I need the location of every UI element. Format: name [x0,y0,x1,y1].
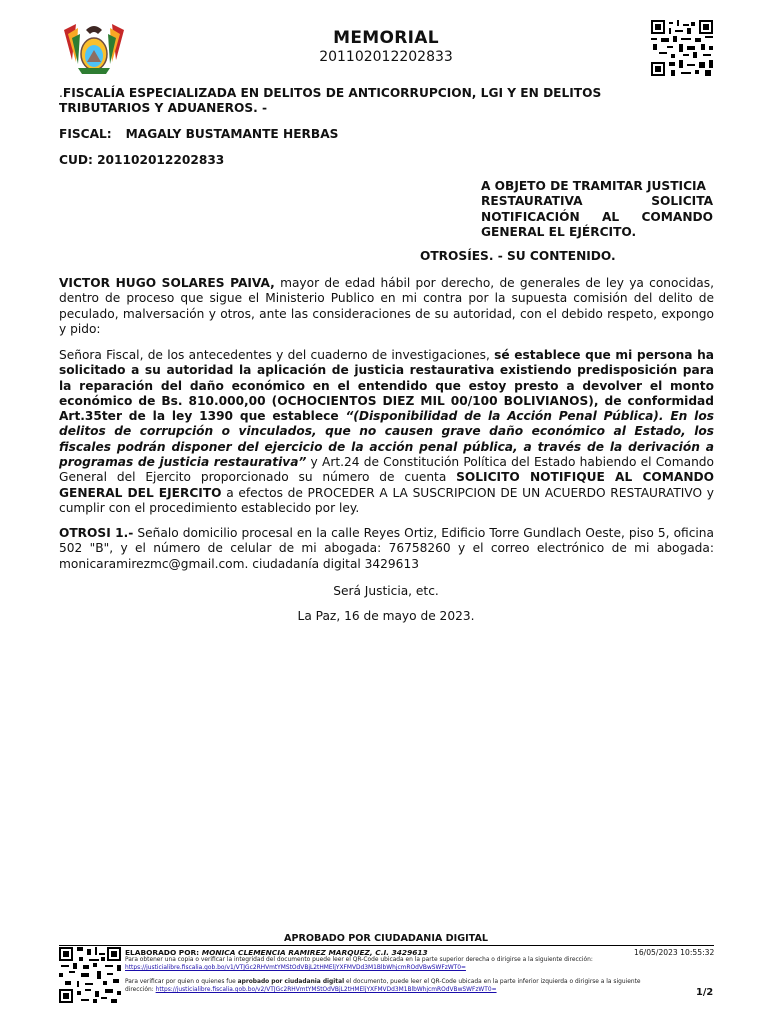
fiscal-name: MAGALY BUSTAMANTE HERBAS [125,127,339,141]
recipient-heading [59,86,659,117]
objeto-line-3: NOTIFICACIÓN AL COMANDO [481,209,713,224]
law-quote: “(Disponibilidad de la Acción Penal Pública). En los delitos de corrupción o vinculados, que no causen grave daño económico al Estado, los fiscales podrán disponer del ejercicio de la acción penal pública, a través de la derivación a programas de justicia restaurativa” [59,409,714,470]
recipient-line: FISCALÍA ESPECIALIZADA EN DELITOS DE ANTICORRUPCION, LGI Y EN DELITOS TRIBUTARIOS Y ADUANEROS. - [59,86,602,116]
qr-code-icon[interactable] [59,947,121,1003]
document-number: 201102012202833 [319,49,453,65]
objeto-line-4: GENERAL EL EJÉRCITO. [481,224,637,239]
verify-link-1[interactable]: https://justicialibre.fiscalia.gob.bo/v1/VTJGc2RHVmtYMStOdVBjL2tHMEljYXFMVDd3M1BlbWhjcmROdVBwSWFzWT0= [125,965,466,971]
objeto-line-2: RESTAURATIVA SOLICITA [481,194,713,209]
objeto-block [481,179,713,240]
cud-line: CUD: 201102012202833 [59,153,225,167]
petitioner-name: VICTOR HUGO SOLARES PAIVA, [59,276,275,290]
otrosies-heading: OTROSÍES. - SU CONTENIDO. [420,249,616,263]
footer-timestamp: 16/05/2023 10:55:32 [634,948,715,957]
verify-link-2[interactable]: https://justicialibre.fiscalia.gob.bo/v2/VTJGc2RHVmtYMStOdVBjL2tHMEljYXFMVDd3M1BlbWhjcmROdVBwSWFzWT0= [155,986,497,993]
fiscal-line [59,127,338,142]
objeto-line-1: A OBJETO DE TRAMITAR JUSTICIA [481,179,706,193]
paragraph-request: Señora Fiscal, de los antecedentes y del cuaderno de investigaciones, sé establece que mi persona ha solicitado a su autoridad la aplicación de justicia restaurativa existiendo predisposición para la reparación del daño económico en el entendido que estoy presto a devolver el monto económico de Bs. 810.000,00 (OCHOCIENTOS DIEZ MIL 00/100 BOLIVIANOS), de conformidad Art.35ter de la ley 1390 que establece “(Disponibilidad de la Acción Penal Pública). En los delitos de corrupción o vinculados, que no causen grave daño económico al Estado, los fiscales podrán disponer del ejercicio de la acción penal pública, a través de la derivación a programas de justicia restaurativa” y Art.24 de Constitución Política del Estado habiendo el Comando General del Ejercito proporcionado su número de cuenta SOLICITO NOTIFIQUE AL COMANDO GENERAL DEL EJERCITO a efectos de PROCEDER A LA SUSCRIPCION DE UN ACUERDO RESTAURATIVO y cumplir con el procedimiento establecido por ley. [59,348,715,515]
closing-date: La Paz, 16 de mayo de 2023. [297,609,475,623]
request-highlight: SOLICITO NOTIFIQUE AL COMANDO GENERAL DEL EJERCITO [59,470,715,500]
paragraph-intro: VICTOR HUGO SOLARES PAIVA, mayor de edad hábil por derecho, de generales de ley ya conocidas, dentro de proceso que sigue el Ministerio Publico en mi contra por la supuesta comisión del delito de peculado, malversación y otros, ante las consideraciones de su autoridad, con el debido respeto, expongo y pido: [59,276,714,336]
page-number: 1/2 [696,987,714,998]
closing-sera: Será Justicia, etc. [333,584,439,598]
fiscal-label: FISCAL: [59,127,112,141]
elaborado-line: ELABORADO POR: MONICA CLEMENCIA RAMIREZ MARQUEZ, C.I. 3429613 [125,948,428,957]
verify-text-2: Para verificar por quien o quienes fue aprobado por ciudadania digital el documento, puede leer el QR-Code ubicada en la parte inferior izquierda o dirigirse a la siguiente dirección: https://justicialibre.fiscalia.gob.bo/v2/VTJGc2RHVmtYMStOdVBjL2tHMEljYXFMVDd3M1BlbWhjcmROdVBwSWFzWT0= [125,979,641,993]
document-title: MEMORIAL [333,28,439,48]
footer-title: APROBADO POR CIUDADANIA DIGITAL [284,933,488,944]
qr-code-icon[interactable] [651,20,713,76]
recipient-prefix: . [59,86,63,100]
paragraph-otrosi: OTROSI 1.- Señalo domicilio procesal en la calle Reyes Ortiz, Edificio Torre Gundlach Oeste, piso 5, oficina 502 "B", y el número de celular de mi abogada: 76758260 y el correo electrónico de mi abogada: monicaramirezmc@gmail.com. ciudadanía digital 3429613 [59,526,714,571]
otrosi-label: OTROSI 1.- [59,526,134,540]
footer-divider [59,945,714,946]
verify-text-1: Para obtener una copia o verificar la integridad del documento puede leer el QR-Code ubicada en la parte superior derecha o dirigirse a la siguiente dirección: [125,957,593,963]
elaborado-name: MONICA CLEMENCIA RAMIREZ MARQUEZ, C.I. 3429613 [201,948,428,957]
